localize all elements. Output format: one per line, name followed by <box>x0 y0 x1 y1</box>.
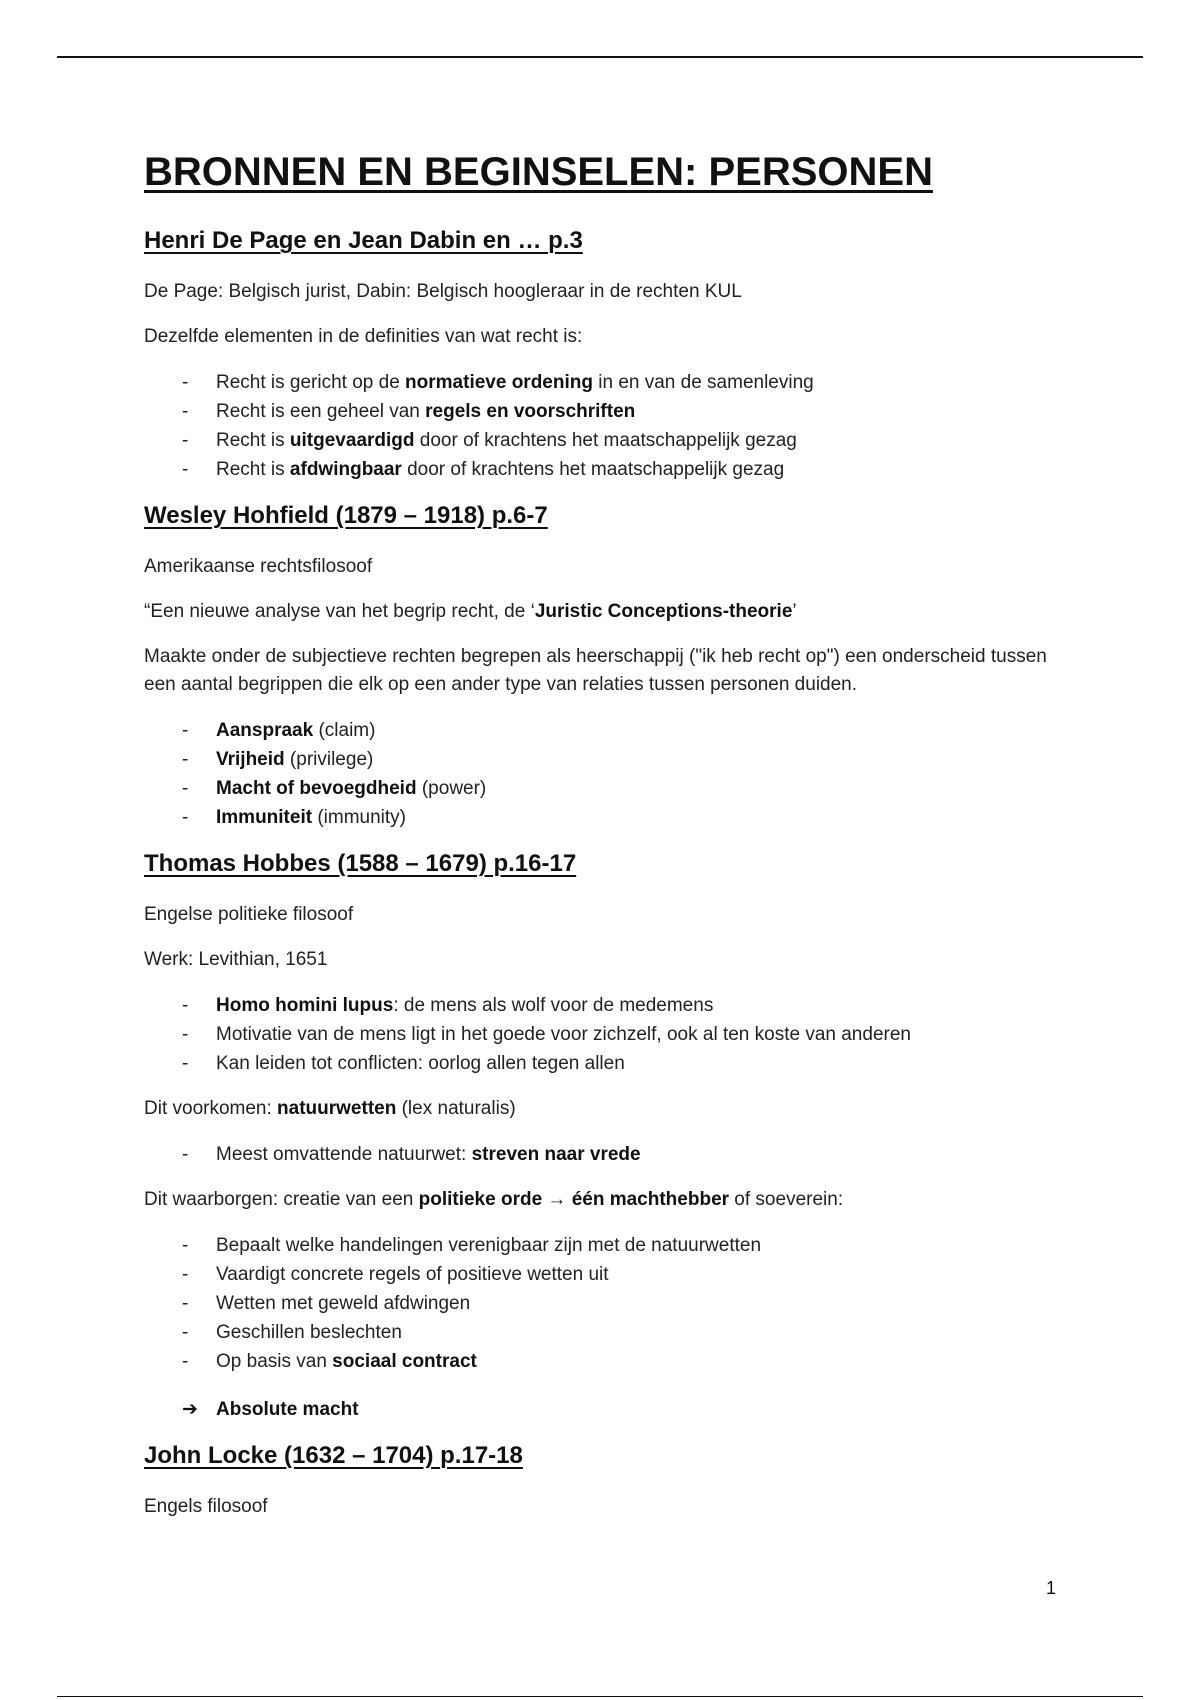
bullet-dash: - <box>182 995 189 1016</box>
bold-text: Vrijheid <box>216 749 285 770</box>
bullet-dash: - <box>182 1293 189 1314</box>
text: in en van de samenleving <box>592 372 814 393</box>
text: door of krachtens het maatschappelijk gezag <box>414 430 797 451</box>
text: Recht is een geheel van <box>216 401 426 422</box>
heading-locke: John Locke (1632 – 1704) p.17-18 <box>144 1442 523 1469</box>
bold-text: politieke orde <box>418 1189 543 1210</box>
hobbes-list-3 <box>144 1231 1064 1376</box>
text: (claim) <box>313 720 376 741</box>
hohfield-intro: Amerikaanse rechtsfilosoof <box>144 556 373 577</box>
bold-text: Immuniteit <box>216 807 313 828</box>
bold-text: Homo homini lupus <box>216 995 394 1016</box>
list-item <box>182 1049 1064 1078</box>
bullet-dash: - <box>182 1144 189 1165</box>
heading-depage: Henri De Page en Jean Dabin en … p.3 <box>144 227 583 254</box>
text: Recht is <box>216 430 290 451</box>
text: (privilege) <box>284 749 374 770</box>
bold-text: Aanspraak <box>216 720 314 741</box>
bold-text: afdwingbaar <box>289 459 402 480</box>
bold-text: normatieve ordening <box>405 372 593 393</box>
bullet-dash: - <box>182 807 189 828</box>
hobbes-prevent <box>144 1095 1064 1123</box>
bullet-dash: - <box>182 1235 189 1256</box>
list-item <box>182 1231 1064 1260</box>
bold-text: één machthebber <box>571 1189 730 1210</box>
list-item <box>182 1289 1064 1318</box>
bold-text: sociaal contract <box>332 1351 477 1372</box>
bullet-dash: - <box>182 1351 189 1372</box>
list-item <box>182 803 1064 832</box>
text: Vaardigt concrete regels of positieve wetten uit <box>216 1264 609 1285</box>
depage-intro: De Page: Belgisch jurist, Dabin: Belgisch hoogleraar in de rechten KUL <box>144 281 742 302</box>
text: Dit waarborgen: creatie van een <box>144 1189 419 1210</box>
document-title: BRONNEN EN BEGINSELEN: PERSONEN <box>144 150 933 194</box>
text: (lex naturalis) <box>396 1098 516 1119</box>
text: Meest omvattende natuurwet: <box>216 1144 472 1165</box>
list-item <box>182 991 1064 1020</box>
bullet-dash: - <box>182 430 189 451</box>
text: : de mens als wolf voor de medemens <box>393 995 714 1016</box>
text: Recht is gericht op de <box>216 372 406 393</box>
text: Bepaalt welke handelingen verenigbaar zijn met de natuurwetten <box>216 1235 762 1256</box>
locke-intro: Engels filosoof <box>144 1496 268 1517</box>
conclusion-text: Absolute macht <box>216 1399 359 1420</box>
heading-hobbes: Thomas Hobbes (1588 – 1679) p.16-17 <box>144 850 577 877</box>
heading-hohfield: Wesley Hohfield (1879 – 1918) p.6-7 <box>144 502 548 529</box>
depage-definitions-intro: Dezelfde elementen in de definities van wat recht is: <box>144 326 583 347</box>
text: door of krachtens het maatschappelijk gezag <box>401 459 785 480</box>
list-item <box>182 1260 1064 1289</box>
list-item <box>182 1318 1064 1347</box>
hohfield-list <box>144 716 1064 832</box>
hobbes-work: Werk: Levithian, 1651 <box>144 949 328 970</box>
list-item <box>182 397 1064 426</box>
text: ’ <box>792 601 797 622</box>
list-item <box>182 1140 1064 1169</box>
bullet-dash: - <box>182 778 189 799</box>
list-item <box>182 426 1064 455</box>
hobbes-list-2 <box>144 1140 1064 1169</box>
bullet-dash: - <box>182 372 189 393</box>
bold-text: regels en voorschriften <box>425 401 636 422</box>
text: Geschillen beslechten <box>216 1322 402 1343</box>
arrow-icon: → <box>542 1189 572 1210</box>
hobbes-list-1 <box>144 991 1064 1078</box>
text: Dit voorkomen: <box>144 1098 278 1119</box>
bold-text: streven naar vrede <box>471 1144 641 1165</box>
bold-text: Macht of bevoegdheid <box>216 778 417 799</box>
list-item <box>182 455 1064 484</box>
text: “Een nieuwe analyse van het begrip recht, de ‘ <box>144 601 535 622</box>
hobbes-conclusion <box>182 1396 1064 1424</box>
bullet-dash: - <box>182 720 189 741</box>
text: Recht is <box>216 459 290 480</box>
bullet-dash: - <box>182 1053 189 1074</box>
hobbes-intro: Engelse politieke filosoof <box>144 904 354 925</box>
text: (power) <box>416 778 487 799</box>
text: Op basis van <box>216 1351 333 1372</box>
list-item <box>182 368 1064 397</box>
bold-text: uitgevaardigd <box>289 430 415 451</box>
depage-list <box>144 368 1064 484</box>
document-page <box>144 148 1064 1538</box>
text: Motivatie van de mens ligt in het goede voor zichzelf, ook al ten koste van anderen <box>216 1024 911 1045</box>
arrow-right-icon: ➔ <box>182 1399 198 1420</box>
text: Wetten met geweld afdwingen <box>216 1293 471 1314</box>
bullet-dash: - <box>182 1322 189 1343</box>
list-item <box>182 716 1064 745</box>
text: Kan leiden tot conflicten: oorlog allen tegen allen <box>216 1053 625 1074</box>
hohfield-theory <box>144 598 1064 626</box>
bullet-dash: - <box>182 749 189 770</box>
page-number: 1 <box>1046 1578 1057 1598</box>
text: (immunity) <box>312 807 407 828</box>
bold-text: natuurwetten <box>277 1098 397 1119</box>
bullet-dash: - <box>182 1264 189 1285</box>
bullet-dash: - <box>182 1024 189 1045</box>
list-item <box>182 1347 1064 1376</box>
list-item <box>182 774 1064 803</box>
hobbes-guarantee <box>144 1186 1064 1214</box>
hohfield-description: Maakte onder de subjectieve rechten begrepen als heerschappij ("ik heb recht op") een onderscheid tussen een aantal begrippen die elk op een ander type van relaties tussen personen duiden. <box>144 646 1047 695</box>
list-item <box>182 745 1064 774</box>
top-rule <box>57 56 1143 58</box>
bottom-rule <box>57 1696 1143 1697</box>
bullet-dash: - <box>182 401 189 422</box>
bold-text: Juristic Conceptions-theorie <box>534 601 793 622</box>
list-item <box>182 1020 1064 1049</box>
text: of soeverein: <box>729 1189 844 1210</box>
bullet-dash: - <box>182 459 189 480</box>
